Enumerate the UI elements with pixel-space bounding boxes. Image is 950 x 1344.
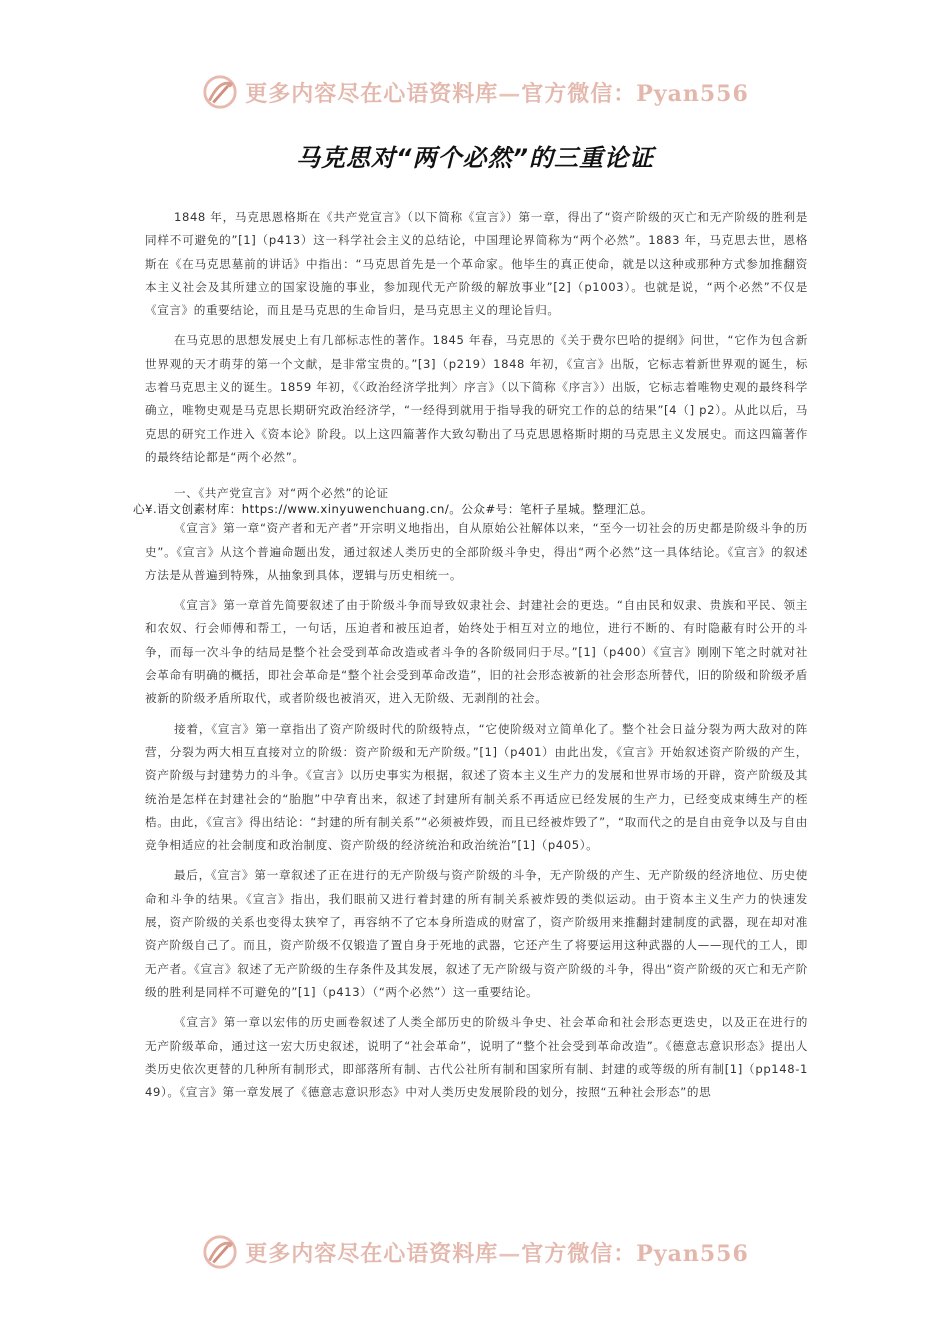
section-heading: 一、《共产党宣言》对“两个必然”的论证	[174, 486, 389, 501]
banner-main: 更多内容尽在心语资料库	[245, 80, 499, 107]
paragraph: 1848 年，马克思恩格斯在《共产党宣言》（以下简称《宣言》）第一章，得出了“资产阶级的灭亡和无产阶级的胜利是同样不可避免的”[1]（p413）这一科学社会主义的总结论，中国理论界简称为“两个必然”。1883 年，马克思去世，恩格斯在《在马克思墓前的讲话》中指出：“马克思首先是一个革命家。他毕生的真正使命，就是以这种或那种方式参加推翻资本主义社会及其所建立的国家设施的事业，参加现代无产阶级的解放事业”[2]（p1003）。也就是说，“两个必然”不仅是《宣言》的重要结论，而且是马克思的生命旨归，是马克思主义的理论旨归。	[145, 210, 808, 318]
logo-icon	[201, 1233, 239, 1271]
banner-separator: —	[498, 80, 522, 107]
source-line: 心¥.语文创素材库：https://www.xinyuwenchuang.cn/。公众#号：笔杆子星城。整理汇总。	[133, 502, 653, 517]
paragraph: 《宣言》第一章以宏伟的历史画卷叙述了人类全部历史的阶级斗争史、社会革命和社会形态更迭史，以及正在进行的无产阶级革命，通过这一宏大历史叙述，说明了“社会革命”，说明了“整个社会受到革命改造”。《德意志意识形态》提出人类历史依次更替的几种所有制形式，即部落所有制、古代公社所有制和国家所有制、封建的或等级的所有制[1]（pp148-149）。《宣言》第一章发展了《德意志意识形态》中对人类历史发展阶段的划分，按照“五种社会形态”的思	[145, 1015, 808, 1100]
paragraph: 接着，《宣言》第一章指出了资产阶级时代的阶级特点，“它使阶级对立简单化了。整个社会日益分裂为两大敌对的阵营，分裂为两大相互直接对立的阶级：资产阶级和无产阶级。”[1]（p401）由此出发，《宣言》开始叙述资产阶级的产生，资产阶级与封建势力的斗争。《宣言》以历史事实为根据，叙述了资本主义生产力的发展和世界市场的开辟，资产阶级及其统治是怎样在封建社会的“胎胞”中孕育出来，叙述了封建所有制关系不再适应已经发展的生产力，已经变成束缚生产的桎梏。由此，《宣言》得出结论：“封建的所有制关系”“必须被炸毁，而且已经被炸毁了”，“取而代之的是自由竞争以及与自由竞争相适应的社会制度和政治制度、资产阶级的经济统治和政治统治”[1]（p405）。	[145, 721, 808, 853]
banner-main: 更多内容尽在心语资料库	[245, 1240, 499, 1267]
footer-banner	[0, 1232, 950, 1272]
article-body	[133, 206, 808, 1111]
banner-text	[245, 77, 749, 108]
page-title: 马克思对“两个必然”的三重论证	[296, 144, 654, 172]
paragraph: 最后，《宣言》第一章叙述了正在进行的无产阶级与资产阶级的斗争，无产阶级的产生、无产阶级的经济地位、历史使命和斗争的结果。《宣言》指出，我们眼前又进行着封建的所有制关系被炸毁的类似运动。由于资本主义生产力的快速发展，资产阶级的关系也变得太狭窄了，再容纳不了它本身所造成的财富了，资产阶级用来推翻封建制度的武器，现在却对准资产阶级自己了。而且，资产阶级不仅锻造了置自身于死地的武器，它还产生了将要运用这种武器的人——现代的工人，即无产者。《宣言》叙述了无产阶级的生存条件及其发展，叙述了无产阶级与资产阶级的斗争，得出“资产阶级的灭亡和无产阶级的胜利是同样不可避免的”[1]（p413）（“两个必然”）这一重要结论。	[145, 868, 808, 999]
paragraph: 《宣言》第一章首先简要叙述了由于阶级斗争而导致奴隶社会、封建社会的更迭。“自由民和奴隶、贵族和平民、领主和农奴、行会师傅和帮工，一句话，压迫者和被压迫者，始终处于相互对立的地位，进行不断的、有时隐蔽有时公开的斗争，而每一次斗争的结局是整个社会受到革命改造或者斗争的各阶级同归于尽。”[1]（p400）《宣言》刚刚下笔之时就对社会革命有明确的概括，即社会革命是“整个社会受到革命改造”，旧的社会形态被新的社会形态所替代，旧的阶级和阶级矛盾被新的阶级矛盾所取代，或者阶级也被消灭，进入无阶级、无剥削的社会。	[145, 598, 808, 706]
paragraph: 《宣言》第一章“资产者和无产者”开宗明义地指出，自从原始公社解体以来，“至今一切社会的历史都是阶级斗争的历史”。《宣言》从这个普遍命题出发，通过叙述人类历史的全部阶级斗争史，得出“两个必然”这一具体结论。《宣言》的叙述方法是从普遍到特殊，从抽象到具体，逻辑与历史相统一。	[145, 521, 808, 582]
banner-wechat: 官方微信：Pyan556	[521, 80, 749, 107]
banner-text	[245, 1237, 749, 1268]
paragraph: 在马克思的思想发展史上有几部标志性的著作。1845 年春，马克思的《关于费尔巴哈的提纲》问世，“它作为包含新世界观的天才萌芽的第一个文献，是非常宝贵的。”[3]（p219）1848 年初，《宣言》出版，它标志着新世界观的诞生，标志着马克思主义的诞生。1859 年初，《〈政治经济学批判〉序言》（以下简称《序言》）出版，它标志着唯物史观的最终科学确立，唯物史观是马克思长期研究政治经济学，“一经得到就用于指导我的研究工作的总的结果”[4（] p2）。从此以后，马克思的研究工作进入《资本论》阶段。以上这四篇著作大致勾勒出了马克思恩格斯时期的马克思主义发展史。而这四篇著作的最终结论都是“两个必然”。	[145, 333, 808, 464]
logo-icon	[201, 73, 239, 111]
banner-separator: —	[498, 1240, 522, 1267]
header-banner	[0, 72, 950, 112]
banner-wechat: 官方微信：Pyan556	[521, 1240, 749, 1267]
